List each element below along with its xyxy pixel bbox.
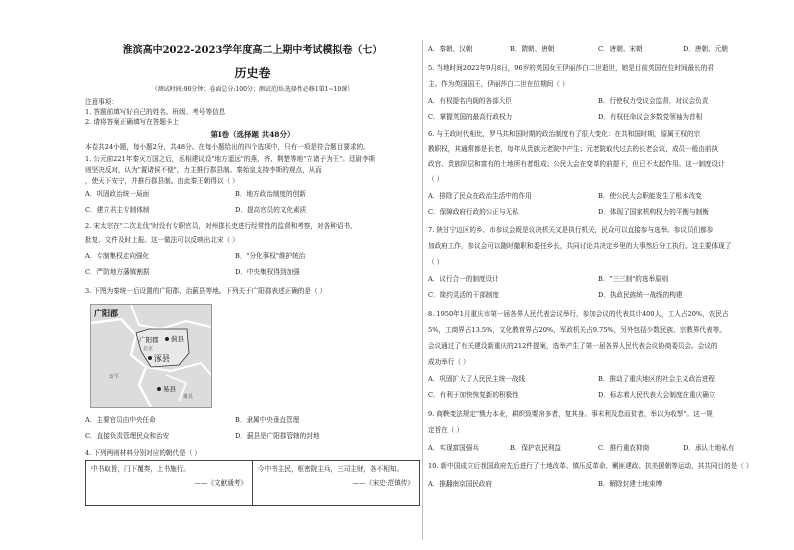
- option-d: D．有权任命议会多数党领袖为首相: [598, 113, 703, 121]
- column-divider: [422, 40, 423, 540]
- question-stem: 6. 与王政时代相比，罗马共和国时期的政治制度有了很大变化：在共和国时期，原属王权的宗: [428, 130, 701, 138]
- question-stem: 8. 1950年1月重庆市第一届各界人民代表会议举行，参加会议的代表共计400人，工人占20%，农民占: [428, 310, 729, 318]
- option-c: C．直接负责管理民众和治安: [85, 432, 170, 440]
- section-title: 第Ⅰ卷（选择题 共48分）: [210, 130, 295, 139]
- question-stem: ，使天下安宁，并推行郡县制。由此秦王朝得以（ ）: [85, 177, 239, 185]
- material-text: 中书取旨，门下覆奏，上书施行。: [91, 465, 190, 473]
- map-label: 广阳郡: [139, 336, 159, 344]
- note-item: 1. 答题前填写好自己的姓名、班级、考号等信息: [85, 108, 226, 116]
- question-stem: 政官、贵族阶层和富有的土地所有者组成；公民大会在变革的前提下，但已不太起作用。这一制度设计: [428, 160, 725, 168]
- question-stem: 则坚决反对，认为"置诸侯不便"，力主推行郡县制。秦始皇支持李斯的观点，从而: [85, 166, 322, 174]
- material-table: [85, 460, 420, 506]
- option-a: A．主要官员由中央任命: [85, 416, 156, 424]
- city-marker: [148, 356, 152, 360]
- option-a: A．议行合一的制度设计: [428, 275, 499, 283]
- option-b: B．解除封建土地束缚: [598, 480, 663, 488]
- option-d: D．标志着人民代表大会制度在重庆确立: [598, 391, 716, 399]
- map-label: 安平: [109, 374, 120, 380]
- notes-heading: 注意事项：: [85, 98, 118, 106]
- question-stem: 2. 宋太宗在"二次北伐"时设有专职官员，对州郡长吏进行经常性的监督和考察，对各种诏书、: [85, 222, 357, 230]
- city-marker: [157, 387, 161, 391]
- question-stem: 9. 商鞅变法规定"戮力本业，耕织致粟帛多者，复其身。事末利及怠而贫者，举以为收孥"。这一规: [428, 410, 713, 418]
- question-stem: 5%，工商界占13.5%，文化教育界占20%，军政机关占9.75%，另外包括少数民族、宗教界代表等。: [428, 326, 726, 334]
- map-label: 易县: [163, 385, 176, 393]
- question-stem: 3. 下图为秦统一后设置的广阳郡，治蓟县等地。下列关于广阳郡表述正确的是（ ）: [85, 287, 327, 295]
- option-b: B．"分化事权"维护统治: [235, 252, 306, 260]
- option-a: A．推翻南京国民政府: [428, 480, 493, 488]
- option-c: C．简约灵活的干部制度: [428, 291, 499, 299]
- subject-title: 历史卷: [234, 66, 271, 80]
- option-d: D．提高官员的文化素质: [235, 206, 307, 214]
- question-stem: 4. 下列两则材料分别对应的朝代是（ ）: [85, 449, 201, 457]
- option-a: A．秦朝、汉朝: [428, 45, 473, 53]
- question-stem: 7. 陕甘宁边区的乡、市参议会既是议决机关又是执行机关，民众可以直接参与选举。参议员们都参: [428, 226, 714, 234]
- option-c: C．建立君主专制体制: [85, 206, 150, 214]
- option-a: A．专制集权走向强化: [85, 252, 150, 260]
- option-d: D．承认土地私有: [683, 444, 735, 452]
- option-d: D．执政民族统一战线的构建: [598, 291, 683, 299]
- option-b: B．隋朝、唐朝: [510, 45, 555, 53]
- option-a: A．有权提名内阁的各部大臣: [428, 97, 512, 105]
- right-column: [428, 0, 773, 550]
- material-source: ——《文献通考》: [194, 479, 247, 487]
- option-d: D．体现了国家机构权力的平衡与制衡: [598, 208, 709, 216]
- option-c: C．推行重农抑商: [598, 444, 650, 452]
- question-stem: （ ）: [428, 258, 444, 266]
- question-stem: 批复、文件及时上报。这一做法可以反映出北宋（ ）: [85, 236, 239, 244]
- option-b: B．地方政治制度的创新: [235, 190, 306, 198]
- question-stem: 成功举行（ ）: [428, 358, 470, 366]
- question-stem: 加政府工作，参议会可以随时撤职和委任乡长，共同讨论共决定乡里的大事然后分工执行。这主要体现了: [428, 242, 732, 250]
- section-intro: 本卷共24小题，每小题2分，共48分。在每小题给出的四个选项中，只有一项是符合题目要求的。: [85, 143, 370, 151]
- guangyang-map: [90, 304, 212, 408]
- exam-info: （测试时间:90分钟；卷面总分:100分；测试范围:选择性必修1第1~10课）: [151, 86, 354, 93]
- question-stem: 10. 新中国成立后我国政府先后进行了土地改革、镇压反革命、剿匪建政、抗美援朝等运动，其共同目的是（ ）: [428, 462, 753, 470]
- question-stem: 1. 公元前221年秦灭万国之后，丞相建议设"地方遥远"的燕、齐、荆楚等地"立诸子为王"。廷尉李斯: [85, 155, 376, 163]
- option-c: C．有利于加快恢复新的积极性: [428, 391, 519, 399]
- question-stem: 教职权，其通常都是长老，每年从贵族元老院中产生；元老院取代过去的长老会议，成员一般由前执: [428, 145, 719, 153]
- question-stem: 5. 当地时间2022年9月8日，96岁的英国女王伊丽莎白二世逝世，她是目前英国在位时间最长的君: [428, 64, 714, 72]
- material-cell: [86, 461, 253, 506]
- option-c: C．严防地方藩镇割据: [85, 268, 150, 276]
- map-label: 雄县: [183, 394, 194, 400]
- map-label: 蓟县: [171, 335, 184, 343]
- option-b: B．保护农民利益: [510, 444, 562, 452]
- option-b: B．行使权力受议会监督，对议会负责: [598, 97, 709, 105]
- left-column: [85, 0, 420, 550]
- option-d: D．蓟县是广阳郡管辖的封地: [235, 432, 320, 440]
- map-label: 北京: [143, 346, 154, 352]
- option-a: A．巩固扩大了人民民主统一战线: [428, 375, 526, 383]
- option-a: A．实现富国强兵: [428, 444, 479, 452]
- option-c: C．唐朝、宋朝: [598, 45, 643, 53]
- option-d: D．唐朝、元朝: [683, 45, 728, 53]
- question-stem: 定旨在（ ）: [428, 426, 464, 434]
- material-text: 今中书主民，枢密院主兵，三司主财，各不相知。: [258, 465, 404, 473]
- option-a: A．排除了民众在政治生活中的作用: [428, 192, 532, 200]
- option-c: C．保障政府行政的公正与无私: [428, 208, 519, 216]
- exam-title: 淮滨高中2022-2023学年度高二上期中考试模拟卷（七）: [122, 45, 383, 56]
- option-b: B．推动了重庆地区的社会主义政治进程: [598, 375, 715, 383]
- material-cell: [253, 461, 420, 506]
- option-b: B．使公民大会职能发生了根本改变: [598, 192, 702, 200]
- question-stem: 会议通过了有关建设新重庆的212件提案，选举产生了第一届各界人民代表会议协商委员会。会议的: [428, 342, 718, 350]
- option-d: D．中央集权得到加强: [235, 268, 300, 276]
- option-b: B．"三三制"的选举原则: [598, 275, 669, 283]
- map-label: 广阳郡: [94, 308, 118, 318]
- option-b: B．隶属中央垂直管理: [235, 416, 300, 424]
- option-c: C．掌握英国的最高行政权力: [428, 113, 513, 121]
- city-marker: [165, 337, 169, 341]
- material-source: ——《宋史·范镇传》: [352, 479, 414, 487]
- option-a: A．巩固政治统一局面: [85, 190, 150, 198]
- question-stem: 主。作为英国国王，伊丽莎白二世在位期间（ ）: [428, 80, 569, 88]
- question-stem: （ ）: [428, 175, 444, 183]
- note-item: 2. 请将答案正确填写在答题卡上: [85, 118, 180, 126]
- map-label: 涿县: [154, 354, 170, 363]
